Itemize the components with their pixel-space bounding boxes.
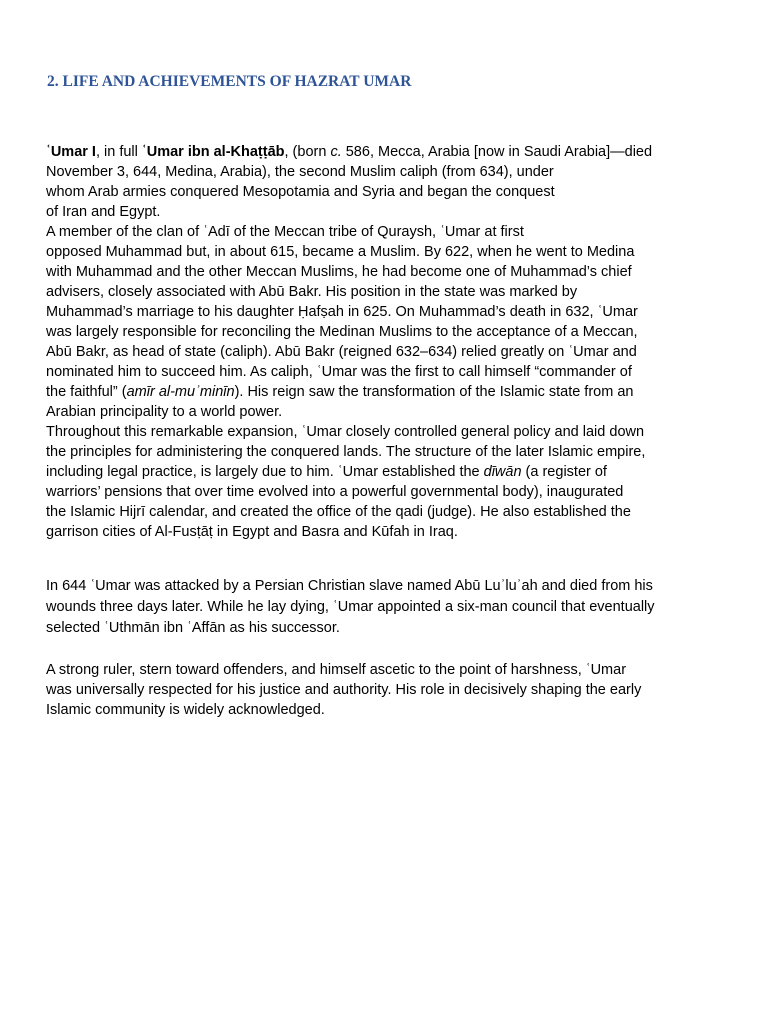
intro-line-rest: 586, Mecca, Arabia [now in Saudi Arabia]—died [341,144,653,160]
paragraph-line: opposed Muhammad but, in about 615, became a Muslim. By 622, when he went to Medina [46,244,635,260]
diwan-term: dīwān [483,464,522,480]
article-body [46,142,736,542]
faithful-post: ). His reign saw the transformation of the Islamic state from an [234,384,634,400]
faithful-pre: the faithful” ( [46,384,127,400]
diwan-pre: including legal practice, is largely due to him. ʿUmar established the [46,464,484,480]
paragraph-line: garrison cities of Al-Fusṭāṭ in Egypt and Basra and Kūfah in Iraq. [46,524,458,540]
circa-text: c. [330,144,342,160]
paragraph-line: advisers, closely associated with Abū Bakr. His position in the state was marked by [46,284,578,300]
paragraph-line: with Muhammad and the other Meccan Muslims, he had become one of Muhammad’s chief [46,264,632,280]
paragraph-line: Abū Bakr, as head of state (caliph). Abū Bakr (reigned 632–634) relied greatly on ʿUmar and [46,344,637,360]
paragraph-line: the principles for administering the conquered lands. The structure of the later Islamic empire, [46,444,646,460]
intro-line: of Iran and Egypt. [46,204,161,220]
paragraph-line: was largely responsible for reconciling the Medinan Muslims to the acceptance of a Meccan, [46,324,638,340]
section-heading: 2. LIFE AND ACHIEVEMENTS OF HAZRAT UMAR [47,73,412,90]
paragraph-line: nominated him to succeed him. As caliph, ʿUmar was the first to call himself “commander of [46,364,632,380]
faithful-term: amīr al-muʾminīn [126,384,235,400]
paragraph-line: wounds three days later. While he lay dying, ʿUmar appointed a six-man council that eventually [46,599,655,615]
paragraph-line: warriors’ pensions that over time evolved into a powerful governmental body), inaugurated [46,484,624,500]
full-name: ʿUmar ibn al-Khaṭṭāb [141,144,285,160]
paragraph-line [46,382,736,402]
intro-line: whom Arab armies conquered Mesopotamia and Syria and began the conquest [46,184,555,200]
born-text: , (born [284,144,331,160]
paragraph-line: A strong ruler, stern toward offenders, and himself ascetic to the point of harshness, ʿUmar [46,662,627,678]
paragraph-line: A member of the clan of ʿAdī of the Meccan tribe of Quraysh, ʿUmar at first [46,224,524,240]
paragraph-line: the Islamic Hijrī calendar, and created the office of the qadi (judge). He also established the [46,504,631,520]
in-full-text: , in full [95,144,142,160]
paragraph-line: Throughout this remarkable expansion, ʿUmar closely controlled general policy and laid down [46,424,645,440]
paragraph-line: Islamic community is widely acknowledged. [46,702,325,718]
paragraph-ruler [46,660,736,720]
paragraph-line: Muhammad’s marriage to his daughter Ḥafṣah in 625. On Muhammad’s death in 632, ʿUmar [46,304,638,320]
paragraph-line: was universally respected for his justice and authority. His role in decisively shaping the early [46,682,642,698]
diwan-post: (a register of [521,464,607,480]
paragraph-death [46,576,736,639]
lead-name: ʿUmar I [46,144,96,160]
paragraph-line [46,462,736,482]
paragraph-line: In 644 ʿUmar was attacked by a Persian Christian slave named Abū Luʾluʾah and died from his [46,578,653,594]
intro-line: November 3, 644, Medina, Arabia), the second Muslim caliph (from 634), under [46,164,554,180]
intro-line [46,142,736,162]
paragraph-line: selected ʿUthmān ibn ʿAffān as his successor. [46,620,340,636]
paragraph-line: Arabian principality to a world power. [46,404,283,420]
